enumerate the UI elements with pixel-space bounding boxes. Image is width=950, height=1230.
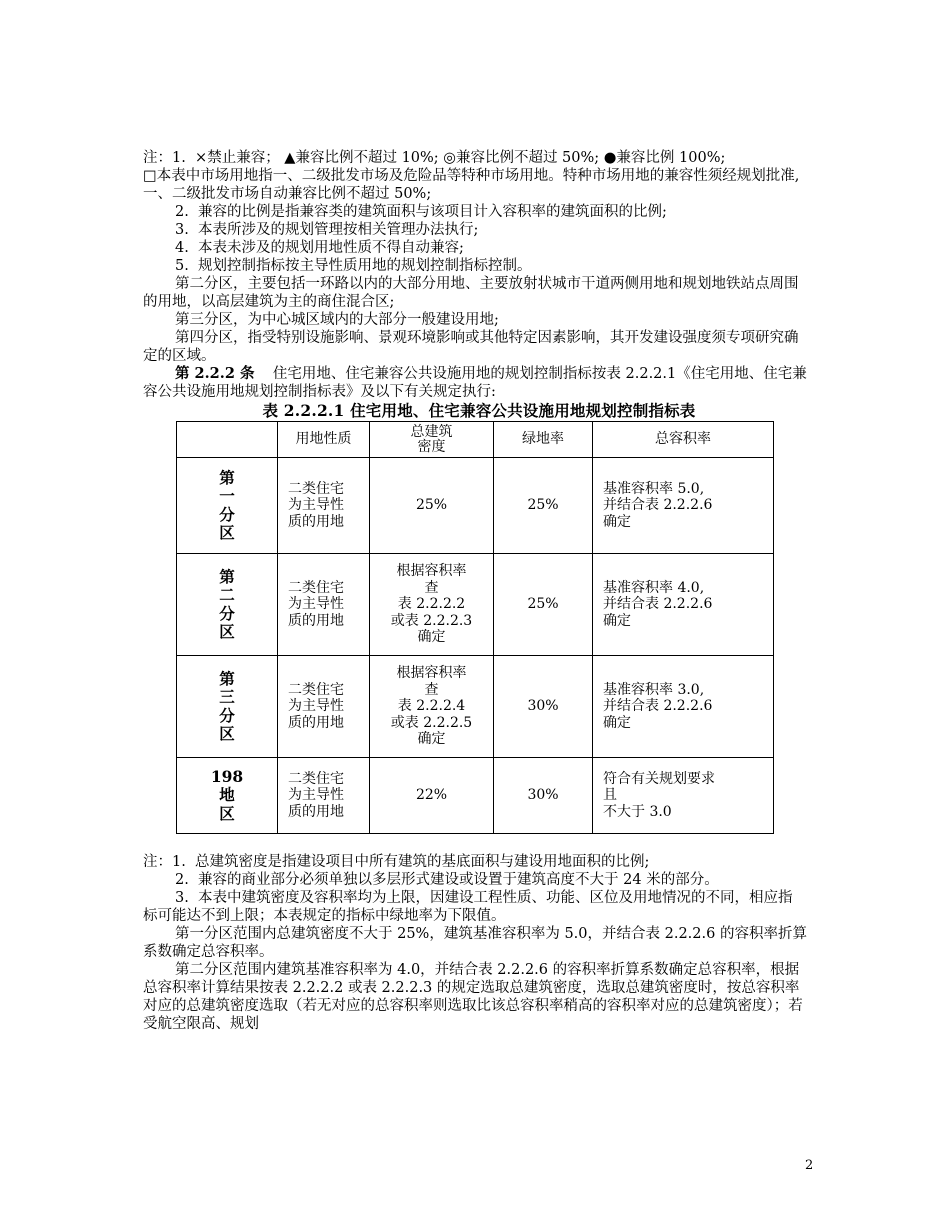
intro-note-2: 2. 兼容的比例是指兼容类的建筑面积与该项目计入容积率的建筑面积的比例; xyxy=(175,204,667,220)
table-header-row xyxy=(177,422,774,458)
document-page xyxy=(143,149,807,1033)
zone-label xyxy=(177,758,278,834)
zone-label-char: 区 xyxy=(219,724,235,743)
zone-2-rule: 第二分区范围内建筑基准容积率为 4.0，并结合表 2.2.2.6 的容积率折算系数确定总容积率，根据总容积率计算结果按表 2.2.2.2 或表 2.2.2.3 的规定选取总建筑密度，选取总建筑密度时，按总容积率对应的总建筑密度选取（若无对应的总容积率则选取比该总容积率稍高的容积率对应的总建筑密度）；若受航空限高、规划 xyxy=(143,962,803,1032)
zone-label-char: 地 xyxy=(219,785,235,805)
intro-note-1: 注：1. ×禁止兼容； ▲兼容比例不超过 10%; ◎兼容比例不超过 50%; ●兼容比例 100%; xyxy=(143,150,726,166)
zone-label-char: 第 xyxy=(219,668,235,688)
zone-label-char: 分 xyxy=(219,705,235,725)
zone-label-char: 分 xyxy=(219,504,235,524)
land-use-nature-cell: 二类住宅 为主导性 质的用地 xyxy=(278,458,370,554)
zone-3-description: 第三分区，为中心城区域内的大部分一般建设用地; xyxy=(175,312,499,328)
total-far-cell: 基准容积率 4.0, 并结合表 2.2.2.6 确定 xyxy=(593,554,774,656)
total-far-cell: 基准容积率 3.0, 并结合表 2.2.2.6 确定 xyxy=(593,656,774,758)
control-index-table xyxy=(176,421,774,834)
land-use-nature-cell: 二类住宅 为主导性 质的用地 xyxy=(278,554,370,656)
zone-label-char: 198 xyxy=(210,766,244,786)
table-title: 表 2.2.2.1 住宅用地、住宅兼容公共设施用地规划控制指标表 xyxy=(262,401,696,420)
zone-label-char: 第 xyxy=(219,566,235,586)
table-row xyxy=(177,758,774,834)
zone-label-char: 区 xyxy=(219,523,235,542)
intro-note-3: 3. 本表所涉及的规划管理按相关管理办法执行; xyxy=(175,222,479,238)
zone-label xyxy=(177,554,278,656)
intro-note-market: □本表中市场用地指一、二级批发市场及危险品等特种市场用地。特种市场用地的兼容性须经规划批准, 一、二级批发市场自动兼容比例不超过 50%; xyxy=(143,168,804,202)
green-ratio-cell: 25% xyxy=(494,458,593,554)
building-density-cell: 根据容积率 查 表 2.2.2.2 或表 2.2.2.3 确定 xyxy=(370,554,494,656)
green-ratio-cell: 30% xyxy=(494,758,593,834)
article-text: 住宅用地、住宅兼容公共设施用地的规划控制指标按表 2.2.2.1《住宅用地、住宅兼容公共设施用地规划控制指标表》及以下有关规定执行: xyxy=(143,366,807,400)
intro-note-5: 5. 规划控制指标按主导性质用地的规划控制指标控制。 xyxy=(175,258,532,274)
land-use-nature-cell: 二类住宅 为主导性 质的用地 xyxy=(278,656,370,758)
table-note-2: 2. 兼容的商业部分必须单独以多层形式建设或设置于建筑高度不大于 24 米的部分。 xyxy=(175,872,719,888)
article-2-2-2 xyxy=(143,365,807,401)
green-ratio-cell: 25% xyxy=(494,554,593,656)
building-density-cell: 根据容积率 查 表 2.2.2.4 或表 2.2.2.5 确定 xyxy=(370,656,494,758)
zone-label-char: 一 xyxy=(219,486,235,505)
zone-label-char: 二 xyxy=(219,585,235,604)
zone-label-char: 第 xyxy=(219,467,235,487)
table-row xyxy=(177,656,774,758)
building-density-cell: 22% xyxy=(370,758,494,834)
intro-note-4: 4. 本表未涉及的规划用地性质不得自动兼容; xyxy=(175,240,464,256)
header-green-ratio: 绿地率 xyxy=(494,422,593,458)
page-number: 2 xyxy=(805,1158,814,1173)
zone-label xyxy=(177,656,278,758)
header-land-use-nature: 用地性质 xyxy=(278,422,370,458)
zone-label xyxy=(177,458,278,554)
zone-label-char: 区 xyxy=(219,803,235,823)
zone-label-char: 三 xyxy=(219,687,235,706)
article-heading: 第 2.2.2 条 xyxy=(175,365,255,382)
green-ratio-cell: 30% xyxy=(494,656,593,758)
header-building-density: 总建筑 密度 xyxy=(370,422,494,458)
total-far-cell: 基准容积率 5.0, 并结合表 2.2.2.6 确定 xyxy=(593,458,774,554)
header-total-far: 总容积率 xyxy=(593,422,774,458)
building-density-cell: 25% xyxy=(370,458,494,554)
table-row xyxy=(177,458,774,554)
land-use-nature-cell: 二类住宅 为主导性 质的用地 xyxy=(278,758,370,834)
zone-label-char: 分 xyxy=(219,603,235,623)
table-note-3: 3. 本表中建筑密度及容积率均为上限，因建设工程性质、功能、区位及用地情况的不同，相应指标可能达不到上限；本表规定的指标中绿地率为下限值。 xyxy=(143,890,793,924)
table-note-1: 注：1. 总建筑密度是指建设项目中所有建筑的基底面积与建设用地面积的比例; xyxy=(143,854,650,870)
table-row xyxy=(177,554,774,656)
header-zone xyxy=(177,422,278,458)
total-far-cell: 符合有关规划要求 且 不大于 3.0 xyxy=(593,758,774,834)
zone-label-char: 区 xyxy=(219,622,235,641)
zone-2-description: 第二分区，主要包括一环路以内的大部分用地、主要放射状城市干道两侧用地和规划地铁站点周围的用地，以高层建筑为主的商住混合区; xyxy=(143,276,799,310)
zone-1-rule: 第一分区范围内总建筑密度不大于 25%，建筑基准容积率为 5.0，并结合表 2.2.2.6 的容积率折算系数确定总容积率。 xyxy=(143,926,807,960)
zone-4-description: 第四分区，指受特别设施影响、景观环境影响或其他特定因素影响，其开发建设强度须专项研究确定的区域。 xyxy=(143,330,799,364)
